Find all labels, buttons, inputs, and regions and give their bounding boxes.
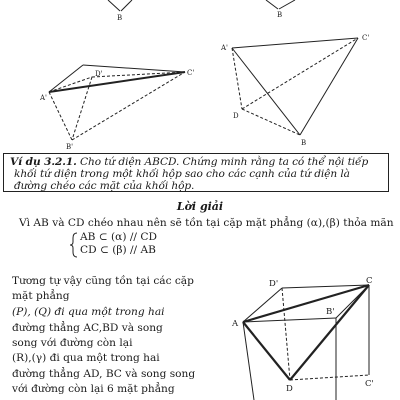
top-right-fragment (266, 0, 295, 9)
condition-1: AB ⊂ (α) // CD (80, 231, 157, 243)
solution-line-7: (R),(γ) đi qua một trong hai (12, 352, 160, 364)
solution-line-2: Tương tự vậy cũng tồn tại các cặp (12, 275, 194, 287)
left-label-aprime: A' (40, 94, 47, 102)
left-label-dprime: D' (95, 70, 103, 78)
example-label: Ví dụ 3.2.1. (10, 156, 77, 168)
solution-line-8: đường thẳng AD, BC và song song (12, 368, 196, 380)
bottom-label-d: D (286, 384, 293, 394)
solution-line-4: (P), (Q) đi qua một trong hai (12, 306, 165, 318)
bottom-box-figure (243, 285, 369, 400)
solution-line-3: mặt phẳng (12, 290, 70, 302)
top-left-fragment (108, 0, 132, 11)
right-label-d: D (233, 112, 239, 120)
solution-line-5: đường thẳng AC,BD và song (12, 322, 163, 334)
top-left-label-b: B (117, 14, 123, 22)
system-brace (70, 232, 78, 258)
right-tetrahedron-figure (232, 38, 358, 135)
bottom-label-a: A (232, 319, 239, 329)
right-label-aprime: A' (221, 44, 228, 52)
example-line-3: đường chéo các mặt của khối hộp. (14, 179, 195, 192)
right-label-b: B (301, 139, 307, 147)
example-box (3, 153, 389, 192)
left-label-c: C' (187, 69, 195, 77)
solution-heading: Lời giải (176, 200, 224, 213)
right-label-cprime: C' (362, 34, 370, 42)
bottom-label-dprime: D' (269, 279, 279, 289)
bottom-label-c: C (366, 276, 373, 286)
solution-line-9: với đường còn lại 6 mặt phẳng (12, 383, 175, 395)
solution-line-1: Vì AB và CD chéo nhau nên sẽ tồn tại cặp mặt phẳng (α),(β) thỏa mãn (19, 217, 394, 229)
bottom-label-cprime: C' (365, 379, 374, 389)
left-parallelepiped-figure (49, 65, 185, 140)
example-line-1: Cho tứ diện ABCD. Chứng minh rằng ta có thể nội tiếp (80, 156, 369, 168)
bottom-label-bprime: B' (326, 307, 335, 317)
solution-line-6: song với đường còn lại (12, 337, 133, 349)
top-right-label-b: B (277, 11, 283, 19)
condition-2: CD ⊂ (β) // AB (80, 244, 156, 256)
example-text (10, 157, 384, 192)
example-line-2: khối tứ diện trong một khối hộp sao cho các cạnh của tứ diện là (14, 167, 350, 180)
left-label-bprime: B' (66, 143, 74, 151)
